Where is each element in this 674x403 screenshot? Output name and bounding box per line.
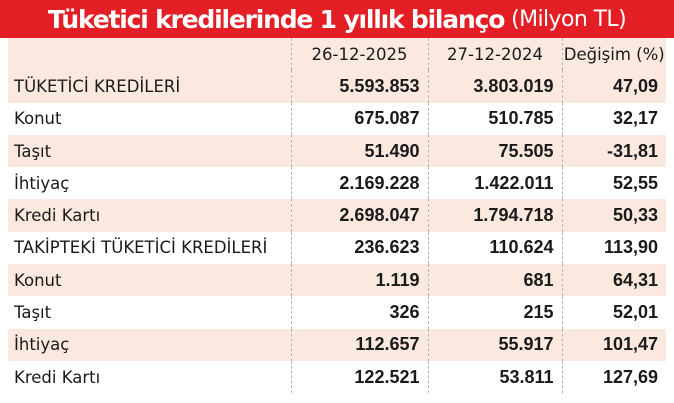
- table-header-row: [8, 38, 666, 70]
- value-2024: 1.794.718: [428, 199, 562, 231]
- row-label: İhtiyaç: [8, 167, 291, 199]
- credit-balance-table: [8, 38, 666, 393]
- value-2024: 510.785: [428, 103, 562, 135]
- header-2025: 26-12-2025: [291, 38, 428, 70]
- header-label: [8, 38, 291, 70]
- title-banner: [0, 0, 674, 38]
- value-2024: 110.624: [428, 232, 562, 264]
- value-2025: 122.521: [291, 361, 428, 393]
- row-label: TÜKETİCİ KREDİLERİ: [8, 70, 291, 102]
- table-row: [8, 329, 666, 361]
- header-2024: 27-12-2024: [428, 38, 562, 70]
- table-row: [8, 199, 666, 231]
- change-percent: -31,81: [562, 135, 666, 167]
- row-label: İhtiyaç: [8, 329, 291, 361]
- change-percent: 127,69: [562, 361, 666, 393]
- value-2025: 112.657: [291, 329, 428, 361]
- change-percent: 52,01: [562, 296, 666, 328]
- value-2024: 215: [428, 296, 562, 328]
- row-label: Konut: [8, 264, 291, 296]
- title-unit: (Milyon TL): [511, 6, 627, 32]
- row-label: Konut: [8, 103, 291, 135]
- value-2024: 75.505: [428, 135, 562, 167]
- row-label: Taşıt: [8, 296, 291, 328]
- change-percent: 32,17: [562, 103, 666, 135]
- value-2025: 1.119: [291, 264, 428, 296]
- change-percent: 52,55: [562, 167, 666, 199]
- table-row: [8, 361, 666, 393]
- value-2025: 326: [291, 296, 428, 328]
- header-change: Değişim (%): [562, 38, 666, 70]
- table-row: [8, 135, 666, 167]
- row-label: TAKİPTEKİ TÜKETİCİ KREDİLERİ: [8, 232, 291, 264]
- row-label: Kredi Kartı: [8, 361, 291, 393]
- value-2024: 55.917: [428, 329, 562, 361]
- table-row: [8, 296, 666, 328]
- change-percent: 50,33: [562, 199, 666, 231]
- change-percent: 47,09: [562, 70, 666, 102]
- table-row: [8, 264, 666, 296]
- table-body: [8, 70, 666, 393]
- change-percent: 101,47: [562, 329, 666, 361]
- table-row: [8, 103, 666, 135]
- row-label: Kredi Kartı: [8, 199, 291, 231]
- value-2025: 2.698.047: [291, 199, 428, 231]
- value-2025: 5.593.853: [291, 70, 428, 102]
- title-main: Tüketici kredilerinde 1 yıllık bilanço: [47, 4, 505, 34]
- change-percent: 64,31: [562, 264, 666, 296]
- table-row: [8, 232, 666, 264]
- table-row: [8, 70, 666, 102]
- value-2024: 681: [428, 264, 562, 296]
- value-2024: 3.803.019: [428, 70, 562, 102]
- change-percent: 113,90: [562, 232, 666, 264]
- row-label: Taşıt: [8, 135, 291, 167]
- value-2025: 675.087: [291, 103, 428, 135]
- value-2024: 1.422.011: [428, 167, 562, 199]
- value-2025: 2.169.228: [291, 167, 428, 199]
- value-2025: 236.623: [291, 232, 428, 264]
- value-2025: 51.490: [291, 135, 428, 167]
- value-2024: 53.811: [428, 361, 562, 393]
- table-row: [8, 167, 666, 199]
